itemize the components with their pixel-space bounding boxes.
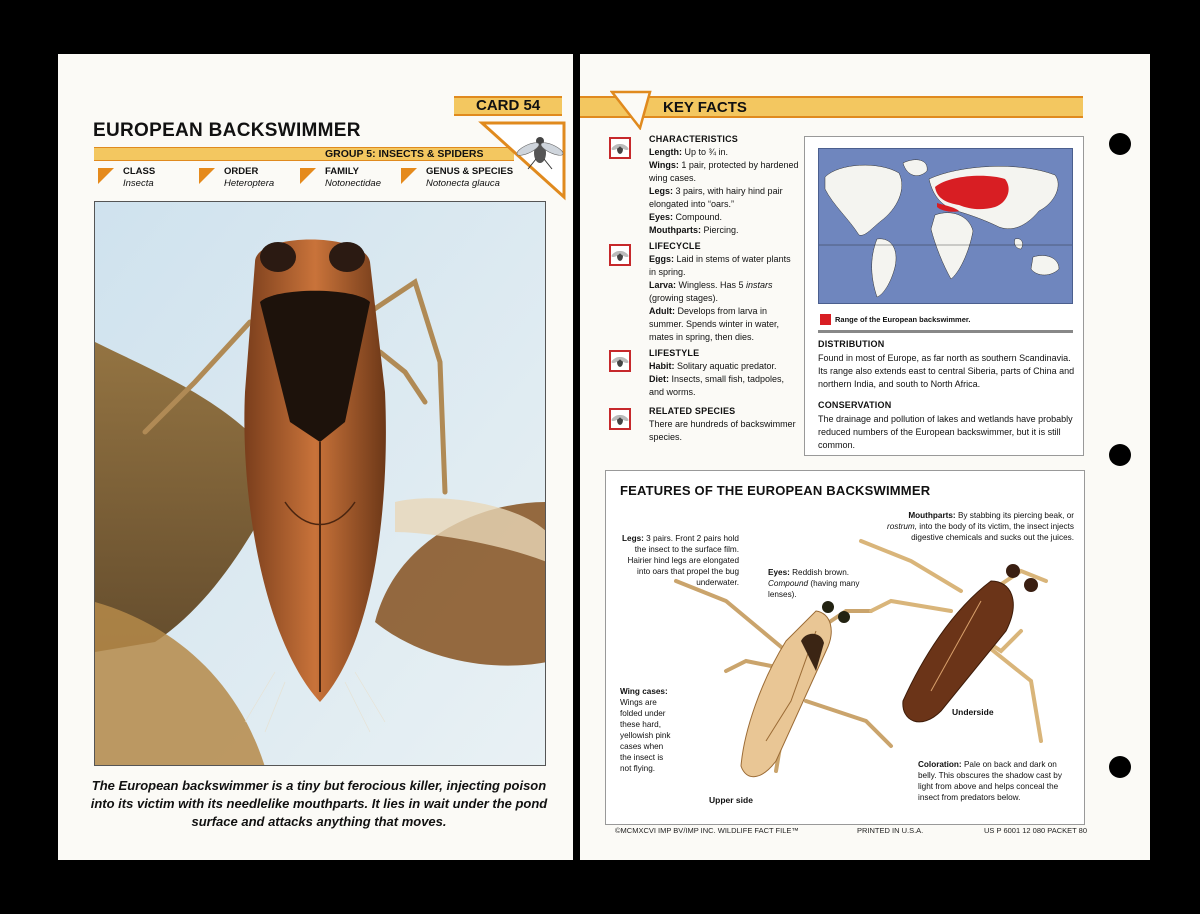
underside-label: Underside — [952, 707, 994, 717]
legs-annotation: Legs: 3 pairs. Front 2 pairs hold the insect to the surface film. Hairier hind legs are elongated into oars that propel the bug underwater. — [622, 534, 739, 587]
left-card-page: CARD 54 EUROPEAN BACKSWIMMER GROUP 5: INSECTS & SPIDERS CLASS Insecta ORDER Heteroptera FAMILY Notonectidae GENUS & SPECIES Notonecta glauca The European backswimmer is a tiny but ferocious killer, injecting poison into its victim with its needlelike mouthparts. It lies in wait under the pond surface and attacks anything that moves. — [58, 54, 573, 860]
characteristics-bug-icon — [609, 137, 631, 159]
features-panel — [605, 470, 1085, 825]
coloration-annotation: Coloration: Pale on back and dark on belly. This obscures the shadow cast by light from above and helps conceal the insect from predators below. — [918, 760, 1062, 802]
distribution-heading: DISTRIBUTION — [818, 339, 885, 349]
backswimmer-photo — [94, 201, 546, 766]
species-title: EUROPEAN BACKSWIMMER — [93, 120, 361, 141]
divider — [818, 330, 1073, 333]
range-legend-label: Range of the European backswimmer. — [835, 315, 971, 324]
characteristics-section: CHARACTERISTICS Length: Up to ¾ in. Wings: 1 pair, protected by hardened wing cases. Legs: 3 pairs, with hairy hind pair elongated into “oars.” Eyes: Compound. Mouthparts: Piercing. — [649, 134, 799, 235]
key-facts-banner — [580, 96, 1083, 118]
features-title: FEATURES OF THE EUROPEAN BACKSWIMMER — [620, 483, 931, 498]
related-species-bug-icon — [609, 408, 631, 430]
upper-side-label: Upper side — [709, 795, 753, 805]
chevron-down-icon — [610, 90, 652, 130]
conservation-text: The drainage and pollution of lakes and wetlands have probably reduced numbers of the European backswimmer, but it is still common. — [818, 414, 1073, 450]
range-legend-swatch — [820, 314, 831, 325]
card-number: CARD 54 — [476, 97, 541, 114]
orange-marker-icon — [98, 168, 114, 184]
related-species-section: RELATED SPECIES There are hundreds of backswimmer species. — [649, 406, 796, 442]
lifestyle-section: LIFESTYLE Habit: Solitary aquatic predator. Diet: Insects, small fish, tadpoles, and worms. — [649, 348, 785, 397]
binder-hole — [1109, 133, 1131, 155]
mouthparts-annotation: Mouthparts: By stabbing its piercing beak, or rostrum, into the body of its victim, the insect injects digestive chemicals and sucks out the juices. — [886, 511, 1074, 542]
distribution-text: Found in most of Europe, as far north as southern Scandinavia. Its range also extends east to central Siberia, parts of China and northern India, and south to North Africa. — [818, 353, 1075, 389]
key-facts-heading: KEY FACTS — [663, 99, 747, 116]
lifecycle-section: LIFECYCLE Eggs: Laid in stems of water plants in spring. Larva: Wingless. Has 5 instars (growing stages). Adult: Develops from larva in summer. Spends winter in water, mates in spring, then dies. — [649, 241, 791, 342]
orange-marker-icon — [199, 168, 215, 184]
right-card-page — [580, 54, 1150, 860]
group-label: GROUP 5: INSECTS & SPIDERS — [325, 148, 484, 160]
range-map-panel — [804, 136, 1084, 456]
packet-code-footer: US P 6001 12 080 PACKET 80 — [984, 826, 1087, 835]
lifestyle-bug-icon — [609, 350, 631, 372]
orange-marker-icon — [300, 168, 316, 184]
underside-illustration — [831, 531, 1081, 761]
orange-marker-icon — [401, 168, 417, 184]
conservation-heading: CONSERVATION — [818, 400, 892, 410]
binder-hole — [1109, 756, 1131, 778]
binder-hole — [1109, 444, 1131, 466]
lifecycle-bug-icon — [609, 244, 631, 266]
wing-cases-annotation: Wing cases: Wings are folded under these hard, yellowish pink cases when the insect is not flying. — [620, 687, 671, 773]
eyes-annotation: Eyes: Reddish brown. Compound (having many lenses). — [768, 568, 860, 599]
printed-footer: PRINTED IN U.S.A. — [857, 826, 924, 835]
world-range-map — [818, 148, 1073, 304]
copyright-footer: ©MCMXCVI IMP BV/IMP INC. WILDLIFE FACT FILE™ — [615, 826, 799, 835]
photo-caption: The European backswimmer is a tiny but ferocious killer, injecting poison into its victim with its needlelike mouthparts. It lies in wait under the pond surface and attacks anything that moves. — [90, 778, 548, 829]
